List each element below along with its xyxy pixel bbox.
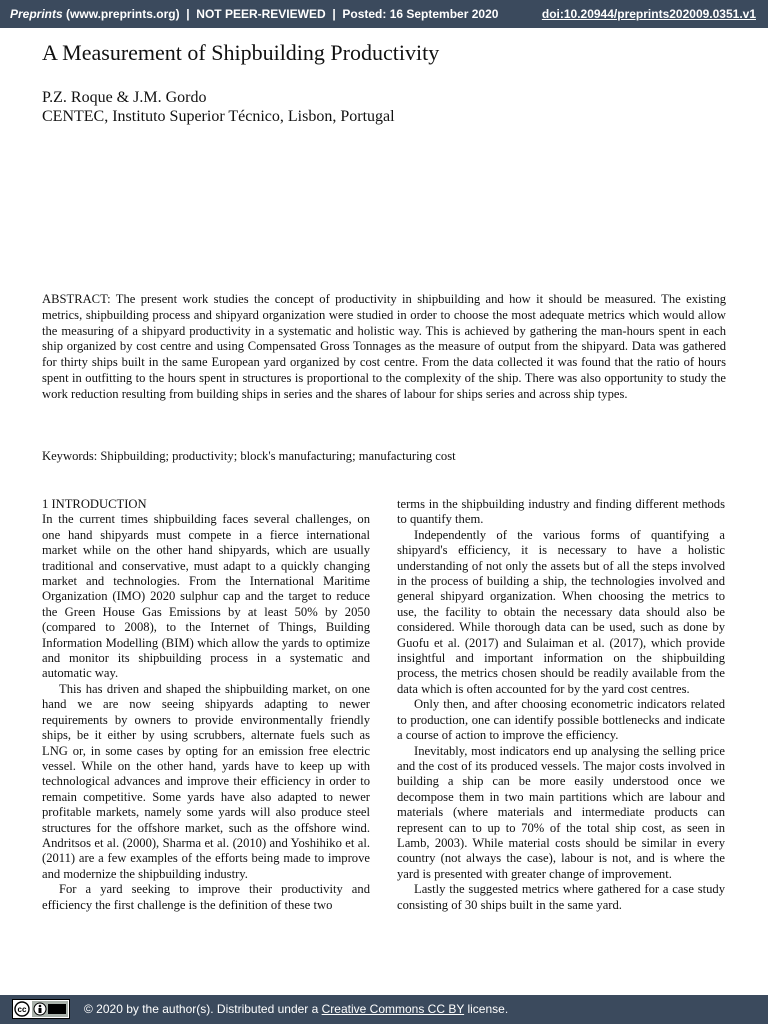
license-suffix: license. (464, 1002, 509, 1016)
paragraph: Only then, and after choosing econometric indicators related to production, one can identify possible bottlenecks and indicate a course of action to improve the efficiency. (397, 697, 725, 743)
header-separator: | (332, 7, 336, 21)
preprints-brand-link[interactable]: Preprints (10, 7, 63, 21)
paragraph: In the current times shipbuilding faces several challenges, on one hand shipyards must compete in a fierce international market while on the other hand shipyards, which are usually traditional and conservative, must adapt to a quickly changing market and technologies. From the International Maritime Organization (IMO) 2020 sulphur cap and the target to reduce the Green House Gas Emissions by at least 50% by 2050 (compared to 2008), to the Internet of Things, Building Information Modelling (BIM) which allow the yards to optimize and monitor its shipbuilding process in a systematic and automatic way. (42, 512, 370, 681)
header-separator: | (186, 7, 190, 21)
paper-authors: P.Z. Roque & J.M. Gordo (42, 89, 207, 106)
preprint-header-info (10, 7, 498, 21)
cc-by-badge-icon[interactable] (12, 999, 70, 1019)
paragraph: Inevitably, most indicators end up analysing the selling price and the cost of its produced vessels. The major costs involved in building a ship can be more easily understood once we decompose them in two main partitions which are labour and materials (where materials and intermediate products can represent can to up to 70% of the total ship cost, as seen in Lamb, 2003). While material costs should be similar in every country (not always the case), labour is not, and is where the yard is presented with greater change of improvement. (397, 743, 725, 881)
preprint-header-bar (0, 0, 768, 28)
license-prefix: © 2020 by the author(s). Distributed under a (84, 1002, 322, 1016)
paper-title: A Measurement of Shipbuilding Productivity (42, 40, 440, 65)
right-column (397, 497, 725, 913)
creative-commons-link[interactable]: Creative Commons CC BY (321, 1002, 465, 1016)
abstract: ABSTRACT: The present work studies the concept of productivity in shipbuilding and how it should be measured. The existing metrics, shipbuilding process and shipyard organization were studied in order to choose the most adequate metrics which would allow the measuring of a shipyard productivity in a systematic and holistic way. This is achieved by gathering the man-hours spent in each ship organized by cost centre and using Compensated Gross Tonnages as the measure of output from the shipyard. Data was gathered for thirty ships built in the same European yard organized by cost centre. From the data collected it was found that the ratio of hours spent in outfitting to the hours spent in structures is proportional to the complexity of the ship. There was also opportunity to study the work reduction resulting from building ships in series and the shares of labour for ships series and across ship types. (42, 292, 726, 401)
doi-link[interactable]: doi:10.20944/preprints202009.0351.v1 (541, 7, 756, 21)
section-heading: 1 INTRODUCTION (42, 497, 147, 511)
keywords: Keywords: Shipbuilding; productivity; block's manufacturing; manufacturing cost (42, 449, 456, 463)
paragraph: Independently of the various forms of quantifying a shipyard's efficiency, it is necessary to have a holistic understanding of not only the assets but of all the steps involved in the process of building a ship, the technologies involved and general shipyard organization. When choosing the metrics to use, the facility to obtain the necessary data should also be considered. While thorough data can be used, such as done by Guofu et al. (2017) and Sulaiman et al. (2017), which provide insightful and important information on the shipbuilding process, the metrics chosen should be readily available from the data which is often accounted for by the yard cost centres. (397, 527, 725, 696)
paragraph: terms in the shipbuilding industry and finding different methods to quantify them. (397, 497, 725, 527)
license-text (84, 1002, 508, 1016)
paragraph: This has driven and shaped the shipbuilding market, on one hand we are now seeing shipyards adapting to newer requirements by owners to provide environmentally friendly ships, be it either by using scrubbers, alternate fuels such as LNG or, in some cases by opting for an emission free electric vessel. While on the other hand, yards have to keep up with technological advances and improve their efficiency in order to remain competitive. Some yards have also adapted to newer profitable markets, namely some yards will also produce steel structures for the offshore market, such as the offshore wind. Andritsos et al. (2000), Sharma et al. (2010) and Yoshihiko et al. (2011) are a few examples of the efforts being made to improve and modernize the shipbuilding industry. (42, 681, 370, 881)
paragraph: For a yard seeking to improve their productivity and efficiency the first challenge is the definition of these two (42, 882, 370, 912)
svg-text:cc: cc (17, 1005, 27, 1014)
preprints-url[interactable]: (www.preprints.org) (66, 7, 180, 21)
paper-affiliation: CENTEC, Instituto Superior Técnico, Lisbon, Portugal (42, 108, 395, 125)
review-status: NOT PEER-REVIEWED (196, 7, 326, 21)
left-column (42, 497, 370, 913)
license-footer-bar (0, 995, 768, 1024)
paragraph: Lastly the suggested metrics where gathered for a case study consisting of 30 ships built in the same yard. (397, 882, 725, 912)
posted-date: Posted: 16 September 2020 (342, 7, 499, 21)
